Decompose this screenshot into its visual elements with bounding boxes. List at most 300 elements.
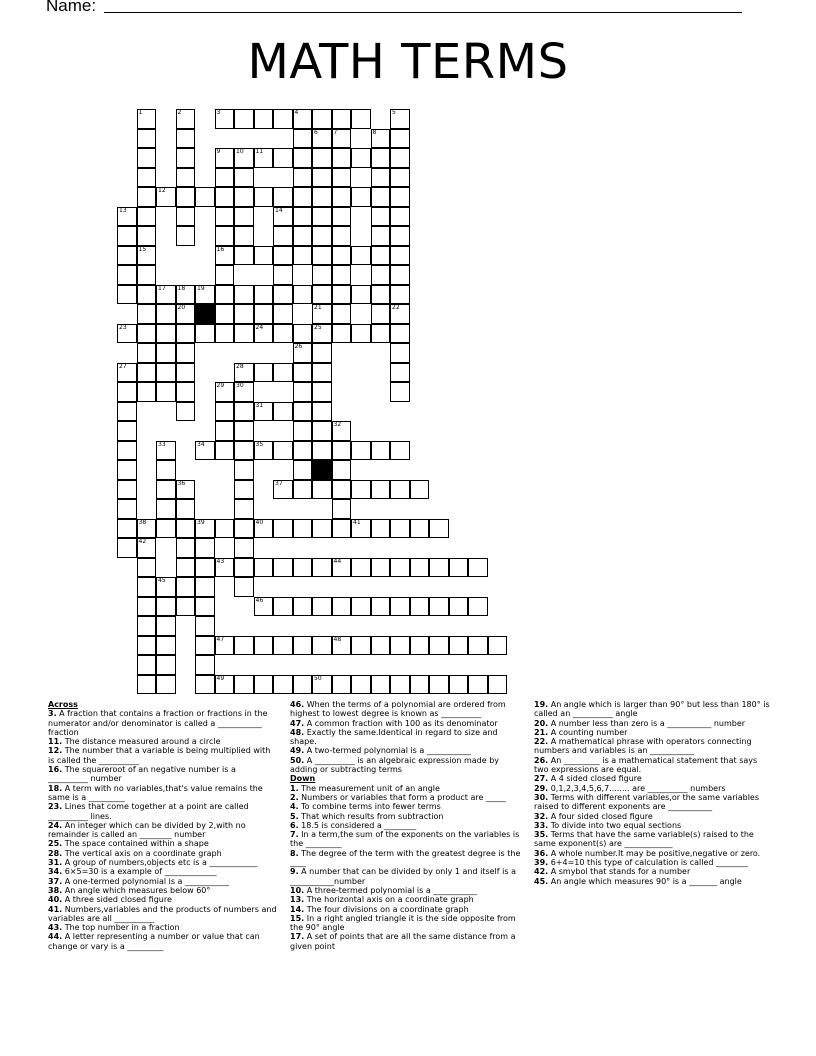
grid-cell[interactable] [332,304,352,324]
grid-cell[interactable] [234,675,254,695]
grid-cell[interactable] [293,343,313,363]
grid-cell[interactable] [351,109,371,129]
grid-cell[interactable] [137,363,157,383]
grid-cell[interactable] [117,324,137,344]
grid-cell[interactable] [371,148,391,168]
grid-cell[interactable] [332,265,352,285]
grid-cell[interactable] [371,285,391,305]
grid-cell[interactable] [137,324,157,344]
grid-cell[interactable] [195,538,215,558]
grid-cell[interactable] [312,207,332,227]
grid-cell[interactable] [176,168,196,188]
grid-cell[interactable] [371,304,391,324]
grid-cell[interactable] [390,343,410,363]
grid-cell[interactable] [234,577,254,597]
grid-cell[interactable] [254,304,274,324]
grid-cell[interactable] [137,129,157,149]
grid-cell[interactable] [195,519,215,539]
grid-cell[interactable] [351,441,371,461]
grid-cell[interactable] [293,285,313,305]
grid-cell[interactable] [137,246,157,266]
grid-cell[interactable] [117,207,137,227]
grid-cell[interactable] [117,265,137,285]
grid-cell[interactable] [351,187,371,207]
grid-cell[interactable] [117,246,137,266]
grid-cell[interactable] [312,265,332,285]
grid-cell[interactable] [293,148,313,168]
grid-cell[interactable] [234,538,254,558]
grid-cell[interactable] [273,246,293,266]
grid-cell[interactable] [332,187,352,207]
grid-cell[interactable] [234,421,254,441]
grid-cell[interactable] [332,636,352,656]
grid-cell[interactable] [195,597,215,617]
grid-cell[interactable] [351,558,371,578]
grid-cell[interactable] [371,519,391,539]
grid-cell[interactable] [176,480,196,500]
grid-cell[interactable] [254,636,274,656]
grid-cell[interactable] [156,304,176,324]
grid-cell[interactable] [371,168,391,188]
grid-cell[interactable] [137,168,157,188]
grid-cell[interactable] [273,519,293,539]
grid-cell[interactable] [117,460,137,480]
grid-cell[interactable] [390,519,410,539]
grid-cell[interactable] [449,675,469,695]
grid-cell[interactable] [332,597,352,617]
grid-cell[interactable] [273,402,293,422]
grid-cell[interactable] [176,499,196,519]
grid-cell[interactable] [117,285,137,305]
grid-cell[interactable] [410,597,430,617]
grid-cell[interactable] [215,636,235,656]
grid-cell[interactable] [254,519,274,539]
grid-cell[interactable] [195,558,215,578]
grid-cell[interactable] [390,558,410,578]
grid-cell[interactable] [254,187,274,207]
grid-cell[interactable] [293,207,313,227]
grid-cell[interactable] [234,324,254,344]
grid-cell[interactable] [137,538,157,558]
grid-cell[interactable] [390,187,410,207]
grid-cell[interactable] [371,187,391,207]
grid-cell[interactable] [273,265,293,285]
grid-cell[interactable] [137,616,157,636]
grid-cell[interactable] [176,207,196,227]
grid-cell[interactable] [273,675,293,695]
grid-cell[interactable] [429,519,449,539]
grid-cell[interactable] [390,441,410,461]
grid-cell[interactable] [254,675,274,695]
grid-cell[interactable] [293,402,313,422]
grid-cell[interactable] [137,382,157,402]
grid-cell[interactable] [390,363,410,383]
grid-cell[interactable] [332,421,352,441]
grid-cell[interactable] [195,187,215,207]
grid-cell[interactable] [156,675,176,695]
grid-cell[interactable] [312,304,332,324]
grid-cell[interactable] [429,558,449,578]
grid-cell[interactable] [254,285,274,305]
grid-cell[interactable] [273,363,293,383]
grid-cell[interactable] [234,636,254,656]
grid-cell[interactable] [293,636,313,656]
grid-cell[interactable] [215,265,235,285]
grid-cell[interactable] [410,480,430,500]
grid-cell[interactable] [371,558,391,578]
grid-cell[interactable] [215,402,235,422]
grid-cell[interactable] [195,577,215,597]
grid-cell[interactable] [137,558,157,578]
grid-cell[interactable] [351,480,371,500]
grid-cell[interactable] [137,187,157,207]
grid-cell[interactable] [234,109,254,129]
grid-cell[interactable] [332,129,352,149]
grid-cell[interactable] [137,148,157,168]
grid-cell[interactable] [293,129,313,149]
grid-cell[interactable] [312,441,332,461]
grid-cell[interactable] [156,285,176,305]
grid-cell[interactable] [176,363,196,383]
grid-cell[interactable] [312,558,332,578]
grid-cell[interactable] [293,363,313,383]
grid-cell[interactable] [332,460,352,480]
grid-cell[interactable] [215,168,235,188]
grid-cell[interactable] [371,480,391,500]
grid-cell[interactable] [215,207,235,227]
grid-cell[interactable] [273,226,293,246]
grid-cell[interactable] [117,402,137,422]
grid-cell[interactable] [254,558,274,578]
grid-cell[interactable] [312,480,332,500]
grid-cell[interactable] [351,675,371,695]
grid-cell[interactable] [410,558,430,578]
grid-cell[interactable] [390,285,410,305]
grid-cell[interactable] [117,382,137,402]
grid-cell[interactable] [390,148,410,168]
grid-cell[interactable] [254,597,274,617]
grid-cell[interactable] [215,226,235,246]
grid-cell[interactable] [468,597,488,617]
grid-cell[interactable] [156,441,176,461]
grid-cell[interactable] [176,148,196,168]
grid-cell[interactable] [234,285,254,305]
grid-cell[interactable] [390,304,410,324]
grid-cell[interactable] [254,363,274,383]
grid-cell[interactable] [254,246,274,266]
grid-cell[interactable] [293,558,313,578]
grid-cell[interactable] [137,226,157,246]
grid-cell[interactable] [176,324,196,344]
grid-cell[interactable] [156,636,176,656]
grid-cell[interactable] [390,129,410,149]
grid-cell[interactable] [293,441,313,461]
grid-cell[interactable] [215,519,235,539]
grid-cell[interactable] [332,246,352,266]
grid-cell[interactable] [215,109,235,129]
grid-cell[interactable] [195,616,215,636]
grid-cell[interactable] [117,480,137,500]
grid-cell[interactable] [137,636,157,656]
grid-cell[interactable] [488,675,508,695]
grid-cell[interactable] [254,402,274,422]
grid-cell[interactable] [351,519,371,539]
grid-cell[interactable] [273,558,293,578]
grid-cell[interactable] [429,675,449,695]
grid-cell[interactable] [312,168,332,188]
grid-cell[interactable] [156,324,176,344]
grid-cell[interactable] [332,558,352,578]
grid-cell[interactable] [176,129,196,149]
grid-cell[interactable] [137,343,157,363]
grid-cell[interactable] [176,382,196,402]
grid-cell[interactable] [410,636,430,656]
grid-cell[interactable] [312,636,332,656]
grid-cell[interactable] [234,519,254,539]
grid-cell[interactable] [137,675,157,695]
grid-cell[interactable] [234,402,254,422]
grid-cell[interactable] [234,499,254,519]
grid-cell[interactable] [332,519,352,539]
grid-cell[interactable] [117,363,137,383]
grid-cell[interactable] [312,519,332,539]
grid-cell[interactable] [215,285,235,305]
grid-cell[interactable] [254,148,274,168]
grid-cell[interactable] [156,480,176,500]
grid-cell[interactable] [390,636,410,656]
grid-cell[interactable] [312,226,332,246]
grid-cell[interactable] [390,597,410,617]
grid-cell[interactable] [215,382,235,402]
grid-cell[interactable] [215,421,235,441]
grid-cell[interactable] [312,246,332,266]
grid-cell[interactable] [468,558,488,578]
grid-cell[interactable] [156,597,176,617]
grid-cell[interactable] [351,285,371,305]
grid-cell[interactable] [234,148,254,168]
grid-cell[interactable] [156,577,176,597]
grid-cell[interactable] [273,285,293,305]
grid-cell[interactable] [332,168,352,188]
grid-cell[interactable] [293,675,313,695]
grid-cell[interactable] [137,655,157,675]
grid-cell[interactable] [176,519,196,539]
grid-cell[interactable] [234,460,254,480]
grid-cell[interactable] [351,324,371,344]
grid-cell[interactable] [176,285,196,305]
grid-cell[interactable] [273,636,293,656]
grid-cell[interactable] [254,441,274,461]
grid-cell[interactable] [293,109,313,129]
grid-cell[interactable] [137,207,157,227]
grid-cell[interactable] [137,597,157,617]
grid-cell[interactable] [312,402,332,422]
grid-cell[interactable] [215,324,235,344]
grid-cell[interactable] [234,246,254,266]
grid-cell[interactable] [273,148,293,168]
grid-cell[interactable] [390,246,410,266]
grid-cell[interactable] [234,304,254,324]
grid-cell[interactable] [293,168,313,188]
grid-cell[interactable] [117,421,137,441]
grid-cell[interactable] [273,304,293,324]
grid-cell[interactable] [332,441,352,461]
grid-cell[interactable] [390,168,410,188]
grid-cell[interactable] [371,207,391,227]
grid-cell[interactable] [371,129,391,149]
grid-cell[interactable] [332,480,352,500]
grid-cell[interactable] [195,285,215,305]
grid-cell[interactable] [312,187,332,207]
grid-cell[interactable] [332,285,352,305]
grid-cell[interactable] [176,304,196,324]
grid-cell[interactable] [254,109,274,129]
grid-cell[interactable] [293,480,313,500]
grid-cell[interactable] [351,597,371,617]
grid-cell[interactable] [176,343,196,363]
grid-cell[interactable] [390,324,410,344]
grid-cell[interactable] [429,636,449,656]
grid-cell[interactable] [449,597,469,617]
grid-cell[interactable] [351,148,371,168]
grid-cell[interactable] [312,363,332,383]
grid-cell[interactable] [273,207,293,227]
grid-cell[interactable] [332,675,352,695]
grid-cell[interactable] [234,382,254,402]
grid-cell[interactable] [371,324,391,344]
grid-cell[interactable] [137,285,157,305]
grid-cell[interactable] [234,480,254,500]
grid-cell[interactable] [195,655,215,675]
grid-cell[interactable] [312,597,332,617]
grid-cell[interactable] [390,226,410,246]
grid-cell[interactable] [312,343,332,363]
grid-cell[interactable] [215,304,235,324]
grid-cell[interactable] [273,597,293,617]
grid-cell[interactable] [371,675,391,695]
grid-cell[interactable] [273,109,293,129]
grid-cell[interactable] [137,304,157,324]
grid-cell[interactable] [332,324,352,344]
grid-cell[interactable] [293,519,313,539]
grid-cell[interactable] [312,421,332,441]
grid-cell[interactable] [351,636,371,656]
grid-cell[interactable] [410,519,430,539]
grid-cell[interactable] [234,363,254,383]
grid-cell[interactable] [293,246,313,266]
grid-cell[interactable] [293,421,313,441]
grid-cell[interactable] [351,246,371,266]
grid-cell[interactable] [449,558,469,578]
grid-cell[interactable] [234,226,254,246]
grid-cell[interactable] [390,480,410,500]
grid-cell[interactable] [215,148,235,168]
grid-cell[interactable] [195,636,215,656]
grid-cell[interactable] [234,558,254,578]
grid-cell[interactable] [254,324,274,344]
grid-cell[interactable] [293,324,313,344]
grid-cell[interactable] [332,148,352,168]
grid-cell[interactable] [390,382,410,402]
grid-cell[interactable] [371,226,391,246]
grid-cell[interactable] [332,207,352,227]
grid-cell[interactable] [176,577,196,597]
grid-cell[interactable] [293,460,313,480]
grid-cell[interactable] [312,109,332,129]
grid-cell[interactable] [293,226,313,246]
grid-cell[interactable] [234,187,254,207]
grid-cell[interactable] [215,441,235,461]
grid-cell[interactable] [156,187,176,207]
grid-cell[interactable] [390,675,410,695]
grid-cell[interactable] [176,558,196,578]
grid-cell[interactable] [176,187,196,207]
grid-cell[interactable] [293,382,313,402]
grid-cell[interactable] [410,675,430,695]
grid-cell[interactable] [449,636,469,656]
grid-cell[interactable] [156,499,176,519]
grid-cell[interactable] [195,324,215,344]
grid-cell[interactable] [468,675,488,695]
grid-cell[interactable] [176,538,196,558]
grid-cell[interactable] [332,109,352,129]
grid-cell[interactable] [156,616,176,636]
grid-cell[interactable] [137,577,157,597]
grid-cell[interactable] [215,558,235,578]
grid-cell[interactable] [468,636,488,656]
grid-cell[interactable] [332,499,352,519]
grid-cell[interactable] [273,441,293,461]
grid-cell[interactable] [176,109,196,129]
grid-cell[interactable] [312,285,332,305]
grid-cell[interactable] [332,226,352,246]
grid-cell[interactable] [176,226,196,246]
grid-cell[interactable] [137,265,157,285]
grid-cell[interactable] [137,109,157,129]
grid-cell[interactable] [371,441,391,461]
grid-cell[interactable] [390,265,410,285]
grid-cell[interactable] [312,382,332,402]
grid-cell[interactable] [312,129,332,149]
grid-cell[interactable] [117,499,137,519]
grid-cell[interactable] [195,675,215,695]
grid-cell[interactable] [390,109,410,129]
grid-cell[interactable] [234,207,254,227]
grid-cell[interactable] [371,246,391,266]
grid-cell[interactable] [312,148,332,168]
grid-cell[interactable] [117,441,137,461]
grid-cell[interactable] [234,441,254,461]
grid-cell[interactable] [176,597,196,617]
grid-cell[interactable] [176,402,196,422]
grid-cell[interactable] [156,382,176,402]
grid-cell[interactable] [117,226,137,246]
grid-cell[interactable] [273,324,293,344]
grid-cell[interactable] [156,519,176,539]
grid-cell[interactable] [371,636,391,656]
grid-cell[interactable] [215,187,235,207]
grid-cell[interactable] [117,538,137,558]
grid-cell[interactable] [156,460,176,480]
grid-cell[interactable] [215,246,235,266]
grid-cell[interactable] [312,324,332,344]
grid-cell[interactable] [195,441,215,461]
grid-cell[interactable] [215,675,235,695]
grid-cell[interactable] [371,597,391,617]
grid-cell[interactable] [371,265,391,285]
grid-cell[interactable] [488,636,508,656]
grid-cell[interactable] [117,519,137,539]
